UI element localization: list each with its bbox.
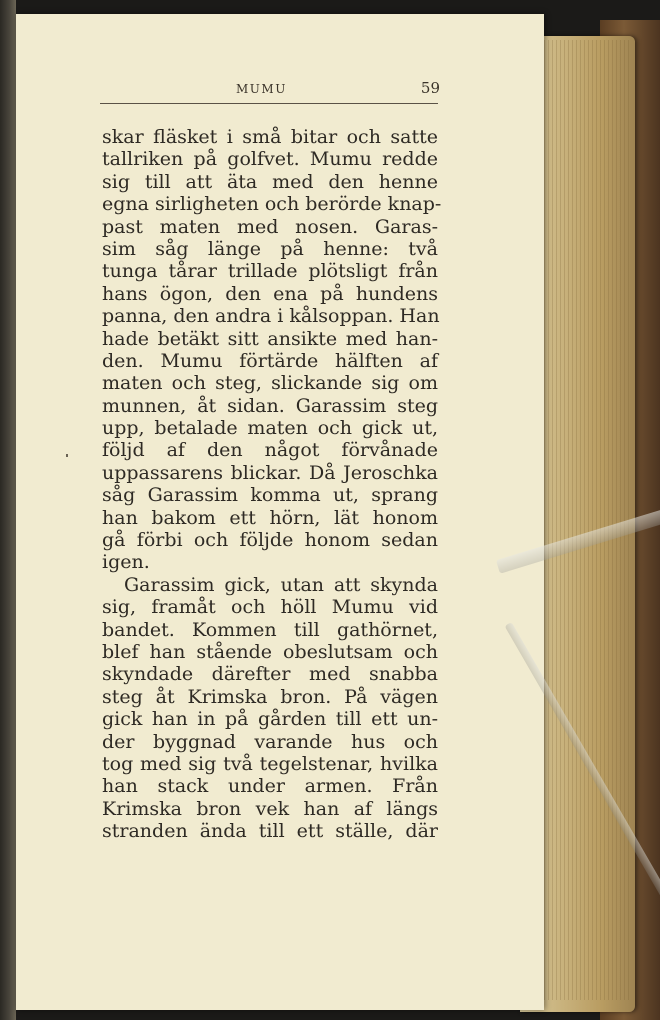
text-line: munnen, åt sidan. Garassim steg [102,394,438,417]
text-line: följd af den något förvånade [102,439,438,462]
text-line: bandet. Kommen till gathörnet, [102,618,438,641]
text-line: tallriken på golfvet. Mumu redde [102,148,438,171]
text-line: den. Mumu förtärde hälften af [102,349,438,372]
text-line: steg åt Krimska bron. På vägen [102,685,438,708]
print-speck [66,454,68,457]
body-text [102,126,442,843]
text-line: tunga tårar trillade plötsligt från [102,260,438,283]
text-line: hade betäkt sitt ansikte med han- [102,327,438,350]
text-line: hans ögon, den ena på hundens [102,282,438,305]
text-line: skyndade därefter med snabba [102,663,438,686]
text-line: upp, betalade maten och gick ut, [102,417,438,440]
text-line: sim såg länge på henne: två [102,237,438,260]
book-page [16,14,544,1010]
text-line: uppassarens blickar. Då Jeroschka [102,461,438,484]
text-line: Krimska bron vek han af längs [102,797,438,820]
text-line: maten och steg, slickande sig om [102,372,438,395]
text-line: der byggnad varande hus och [102,730,438,753]
text-line: past maten med nosen. Garas- [102,215,438,238]
running-title: MUMU [236,82,287,96]
text-line: skar fläsket i små bitar och satte [102,126,438,148]
page-number: 59 [420,79,440,97]
text-line: panna, den andra i kålsoppan. Han [102,305,440,328]
text-line: gick han in på gården till ett un- [102,708,438,731]
header-rule [100,103,438,104]
text-line: tog med sig två tegelstenar, hvilka [102,752,438,775]
text-line: sig, framåt och höll Mumu vid [102,596,438,619]
text-line: gå förbi och följde honom sedan [102,529,438,552]
text-line: han bakom ett hörn, lät honom [102,506,438,529]
page-edges-texture [540,40,630,1000]
text-line: blef han stående obeslutsam och [102,640,438,663]
text-line: han stack under armen. Från [102,775,438,798]
text-line: sig till att äta med den henne [102,170,438,193]
text-line: stranden ända till ett ställe, där [102,820,438,843]
page-header [96,78,444,102]
text-line: igen. [102,551,150,574]
book-spine [0,0,16,1020]
text-line: såg Garassim komma ut, sprang [102,484,438,507]
text-line: egna sirligheten och berörde knap- [102,193,442,216]
text-line: Garassim gick, utan att skynda [124,573,438,596]
